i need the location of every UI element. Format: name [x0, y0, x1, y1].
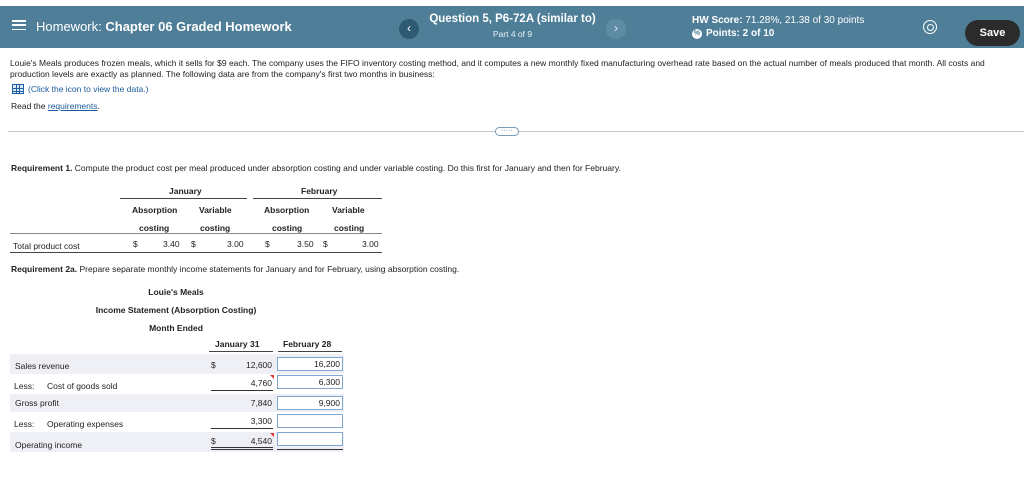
read-prefix: Read the — [11, 101, 48, 111]
read-requirements — [11, 101, 100, 111]
abs-jan-value: 3.40 — [163, 239, 180, 249]
col-head-3-line2: costing — [272, 223, 303, 233]
save-button[interactable]: Save — [965, 20, 1020, 46]
cogs-jan-underline — [211, 390, 273, 391]
header-rule — [10, 233, 382, 234]
cogs-feb-input[interactable]: 6,300 — [277, 375, 343, 389]
less-label-2: Less: — [14, 419, 35, 429]
opinc-jan-double-underline-2 — [211, 449, 273, 450]
col-january-31: January 31 — [215, 339, 260, 349]
flag-icon-2 — [270, 433, 274, 437]
problem-statement: Louie's Meals produces frozen meals, which it sells for $9 each. The company uses the FIFO inventory costing method, and it computes a new monthly fixed manufacturing overhead rate based on the actual number of meals produced that month. All costs and production levels are exactly as planned. The following data are from the company's first two months in business: — [10, 58, 985, 79]
total-product-cost-label: Total product cost — [13, 241, 80, 251]
requirement-1-text: Compute the product cost per meal produced under absorption costing and under variable costing. Do this first for January and then for February. — [72, 163, 621, 173]
operating-income-label: Operating income — [15, 440, 83, 450]
sales-feb-input[interactable]: 16,200 — [277, 357, 343, 371]
january-underline — [120, 198, 247, 199]
opex-feb-input[interactable] — [277, 414, 343, 428]
gross-profit-label: Gross profit — [15, 398, 59, 408]
february-underline — [253, 198, 382, 199]
var-jan-value: 3.00 — [227, 239, 244, 249]
hw-score — [692, 15, 864, 26]
question-part: Part 4 of 9 — [492, 29, 533, 39]
col-head-4: Variable — [332, 205, 365, 215]
next-question-button[interactable]: › — [606, 19, 626, 39]
requirement-2a-label: Requirement 2a. — [11, 264, 78, 274]
hw-score-value: 71.28%, 21.38 of 30 points — [745, 15, 865, 26]
col-head-2: Variable — [199, 205, 232, 215]
menu-icon[interactable] — [12, 18, 26, 32]
cur-4: $ — [323, 239, 328, 249]
sales-jan-currency: $ — [211, 360, 216, 370]
opinc-jan-double-underline-1 — [211, 447, 273, 448]
jan-col-underline — [209, 351, 273, 352]
operating-expenses-label: Operating expenses — [47, 419, 124, 429]
cogs-jan-value: 4,760 — [250, 378, 272, 388]
flag-icon — [270, 375, 274, 379]
feb-col-underline — [278, 351, 342, 352]
statement-title: Income Statement (Absorption Costing) — [95, 305, 257, 315]
cogs-label: Cost of goods sold — [47, 381, 118, 391]
requirement-1-label: Requirement 1. — [11, 163, 73, 173]
points-label: Points: 2 of 10 — [706, 28, 775, 39]
opinc-jan-value: 4,540 — [250, 436, 272, 446]
homework-title — [36, 19, 292, 34]
col-head-1-line2: costing — [139, 223, 170, 233]
view-data-link[interactable] — [12, 84, 148, 94]
var-feb-value: 3.00 — [362, 239, 379, 249]
homework-name: Chapter 06 Graded Homework — [105, 19, 292, 34]
col-head-4-line2: costing — [334, 223, 365, 233]
abs-feb-value: 3.50 — [297, 239, 314, 249]
month-february: February — [301, 186, 338, 196]
hw-score-label: HW Score: — [692, 15, 746, 26]
company-name: Louie's Meals — [148, 287, 204, 297]
col-head-1: Absorption — [132, 205, 178, 215]
col-head-2-line2: costing — [200, 223, 231, 233]
more-button[interactable]: ····· — [495, 127, 519, 136]
requirements-link[interactable]: requirements — [47, 101, 98, 111]
top-bar — [0, 6, 1024, 48]
gross-jan-value: 7,840 — [250, 398, 272, 408]
opinc-feb-double-underline — [277, 449, 343, 450]
month-january: January — [169, 186, 202, 196]
requirement-2a-text: Prepare separate monthly income statements for January and for February, using absorption costing. — [77, 264, 460, 274]
opex-jan-underline — [211, 428, 273, 429]
points — [692, 28, 774, 39]
gross-feb-input[interactable]: 9,900 — [277, 396, 343, 410]
requirement-1 — [11, 163, 621, 173]
question-title: Question 5, P6-72A (similar to) — [429, 13, 596, 25]
table-icon[interactable] — [12, 84, 24, 94]
col-head-3: Absorption — [264, 205, 310, 215]
gear-icon[interactable] — [923, 20, 937, 34]
previous-question-button[interactable]: ‹ — [399, 19, 419, 39]
view-data-text[interactable]: (Click the icon to view the data.) — [28, 84, 149, 94]
homework-prefix: Homework: — [36, 19, 106, 34]
cur-3: $ — [265, 239, 270, 249]
read-suffix: . — [97, 101, 100, 111]
opinc-jan-currency: $ — [211, 436, 216, 446]
partial-credit-icon: % — [693, 29, 701, 37]
opinc-feb-input[interactable] — [277, 432, 343, 446]
period-label: Month Ended — [149, 323, 203, 333]
opex-jan-value: 3,300 — [250, 416, 272, 426]
col-february-28: February 28 — [283, 339, 332, 349]
requirement-2a — [11, 264, 459, 274]
sales-revenue-label: Sales revenue — [15, 361, 70, 371]
less-label: Less: — [14, 381, 35, 391]
cur-1: $ — [133, 239, 138, 249]
table-bottom-rule — [10, 252, 382, 253]
cur-2: $ — [191, 239, 196, 249]
sales-jan-value: 12,600 — [246, 360, 272, 370]
